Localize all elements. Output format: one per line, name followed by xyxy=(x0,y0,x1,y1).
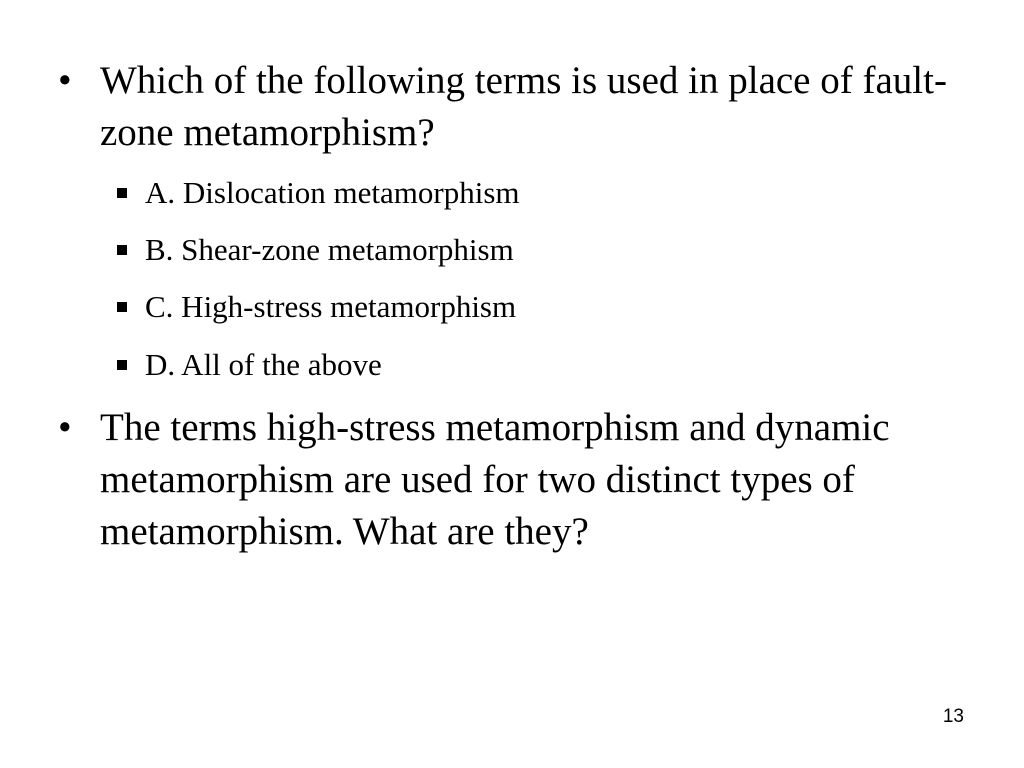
page-number: 13 xyxy=(942,706,964,727)
option-a-text: A. Dislocation metamorphism xyxy=(145,175,520,210)
bullet-dot-icon: • xyxy=(58,59,72,102)
bullet-dot-icon: • xyxy=(58,406,72,449)
option-d-text: D. All of the above xyxy=(145,347,382,382)
option-b-text: B. Shear-zone metamorphism xyxy=(145,232,514,267)
square-bullet-icon xyxy=(117,188,127,198)
question-1-text: Which of the following terms is used in place of fault-zone metamorphism? xyxy=(100,59,947,154)
square-bullet-icon xyxy=(117,302,127,312)
bullet-question-2 xyxy=(58,402,958,612)
question-2-text: The terms high-stress metamorphism and dynamic metamorphism are used for two distinct types of metamorphism. What are they? xyxy=(100,406,890,553)
bullet-question-1 xyxy=(58,55,958,159)
option-c-text: C. High-stress metamorphism xyxy=(145,289,517,324)
square-bullet-icon xyxy=(117,360,127,370)
square-bullet-icon xyxy=(117,245,127,255)
